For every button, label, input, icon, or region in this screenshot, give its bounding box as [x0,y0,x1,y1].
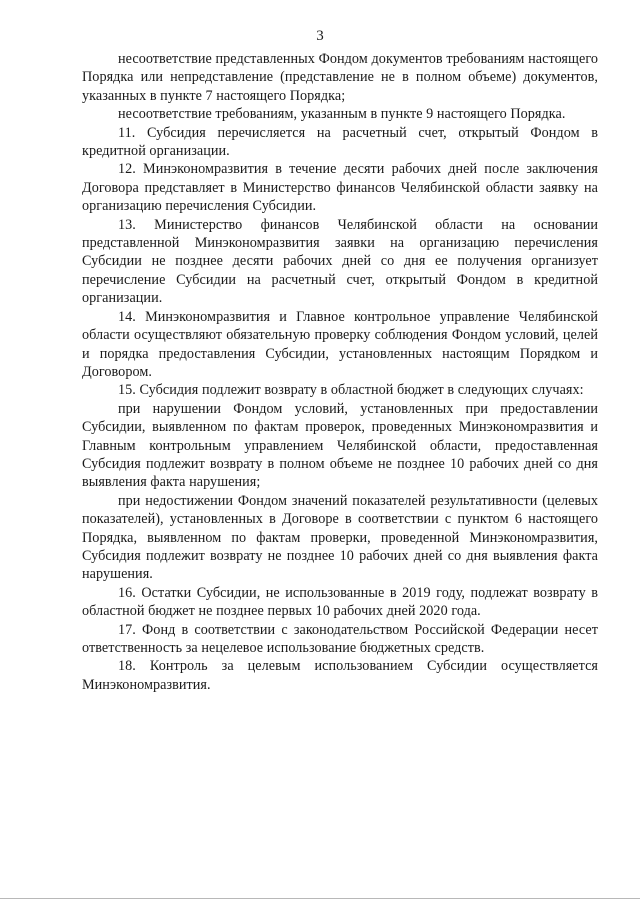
paragraph-clause-15-violation: при нарушении Фондом условий, установленных при предоставлении Субсидии, выявленном по фактам проверок, проведенных Минэкономразвития и Главным контрольным управлением Челябинской области, предоставленная Субсидия подлежит возврату в полном объеме не позднее 10 рабочих дней со дня выявления факта нарушения; [82,400,598,491]
paragraph-noncompliance-requirements: несоответствие требованиям, указанным в пункте 9 настоящего Порядка. [118,106,566,123]
paragraph-clause-18: 18. Контроль за целевым использованием Субсидии осуществляется Минэкономразвития. [82,658,598,693]
paragraph-clause-14: 14. Минэкономразвития и Главное контрольное управление Челябинской области осуществляют обязательную проверку соблюдения Фондом условий, целей и порядка предоставления Субсидии, установленных настоящим Порядком и Договором. [82,308,598,380]
paragraph-clause-17: 17. Фонд в соответствии с законодательством Российской Федерации несет ответственность за нецелевое использование бюджетных средств. [82,621,598,656]
paragraph-noncompliance-documents: несоответствие представленных Фондом документов требованиям настоящего Порядка или непредставление (представление не в полном объеме) документов, указанных в пункте 7 настоящего Порядка; [82,51,598,104]
paragraph-clause-13: 13. Министерство финансов Челябинской области на основании представленной Минэкономразвития заявки на организацию перечисления Субсидии не позднее десяти рабочих дней со дня ее получения организует перечисление Субсидии на расчетный счет, открытый Фондом в кредитной организации. [82,216,598,307]
page-bottom-edge-line [0,898,640,899]
paragraph-clause-12: 12. Минэкономразвития в течение десяти рабочих дней после заключения Договора представляет в Министерство финансов Челябинской области заявку на организацию перечисления Субсидии. [82,161,598,215]
paragraph-clause-15: 15. Субсидия подлежит возврату в областной бюджет в следующих случаях: [118,382,584,399]
paragraph-clause-16: 16. Остатки Субсидии, не использованные в 2019 году, подлежат возврату в областной бюджет не позднее первых 10 рабочих дней 2020 года. [82,584,598,620]
paragraph-clause-11: 11. Субсидия перечисляется на расчетный счет, открытый Фондом в кредитной организации. [82,124,598,160]
page-number: 3 [316,28,324,44]
document-body [82,50,598,694]
paragraph-clause-15-underachievement: при недостижении Фондом значений показателей результативности (целевых показателей), установленных в Договоре в соответствии с пунктом 6 настоящего Порядка, выявленном по фактам проверки, проведенной Минэкономразвития, Субсидия подлежит возврату не позднее 10 рабочих дней со дня выявления факта нарушения. [82,492,598,583]
